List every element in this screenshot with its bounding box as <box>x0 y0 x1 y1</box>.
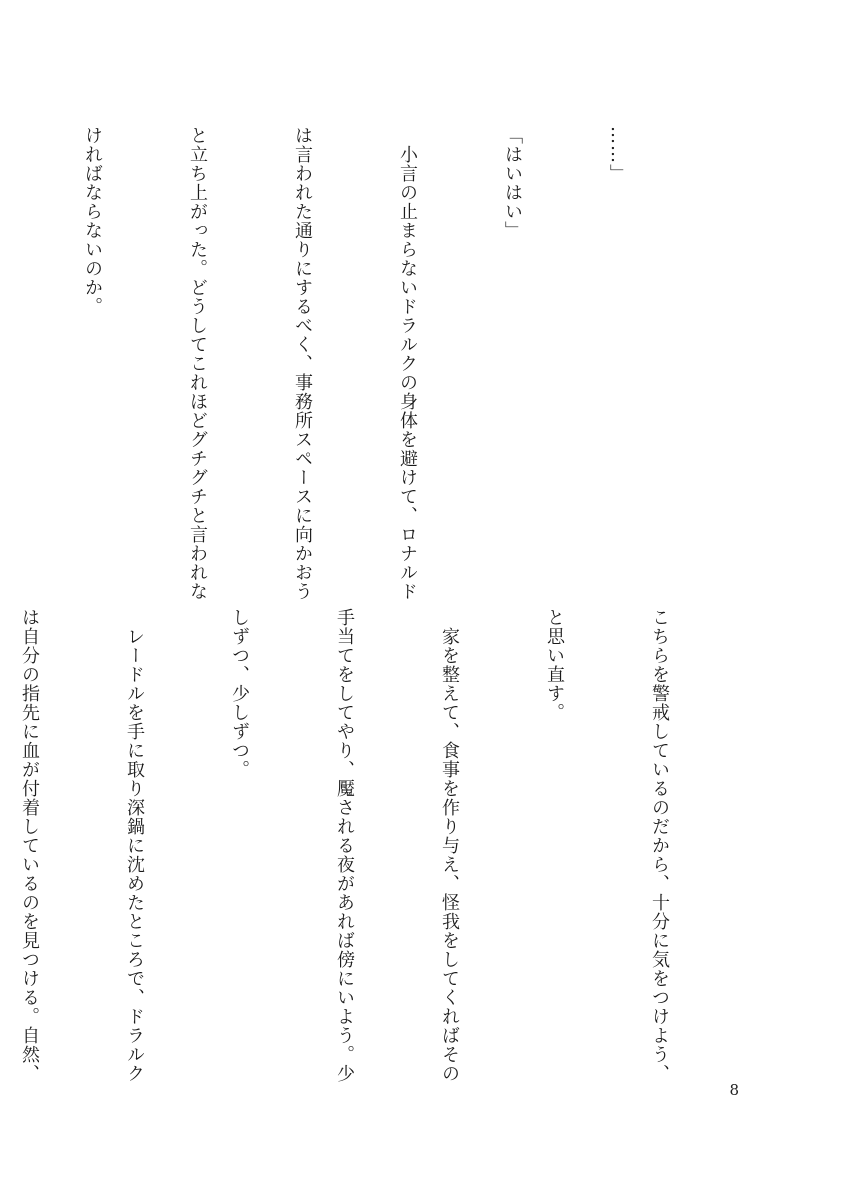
text-line <box>0 126 5 586</box>
upper-text-column <box>82 126 705 601</box>
text-line: 「はいはい」 <box>502 126 523 240</box>
text-line: こちらを警戒しているのだから、十分に気をつけよう、 <box>649 608 670 1083</box>
text-line: と立ち上がった。どうしてこれほどグチグチと言われな <box>187 126 208 601</box>
text-line: しずつ、少しずつ。 <box>229 608 250 779</box>
text-line: は自分の指先に血が付着しているのを見つける。自然、 <box>19 608 40 1083</box>
page-number: 8 <box>729 1081 739 1099</box>
text-line: 手当てをしてやり、魘される夜があれば傍にいよう。少 <box>334 608 355 1083</box>
text-line: 家を整えて、食事を作り与え、怪我をしてくればその <box>439 608 460 1083</box>
text-line: は言われた通りにするべく、事務所スペースに向かおう <box>292 126 313 601</box>
text-line: ければならないのか。 <box>82 126 103 316</box>
text-line: 小言の止まらないドラルクの身体を避けて、ロナルド <box>397 126 418 601</box>
lower-text-column <box>19 608 747 1083</box>
text-line: ……」 <box>607 126 628 183</box>
text-line: と思い直す。 <box>544 608 565 722</box>
text-line: レードルを手に取り深鍋に沈めたところで、ドラルク <box>124 608 145 1083</box>
